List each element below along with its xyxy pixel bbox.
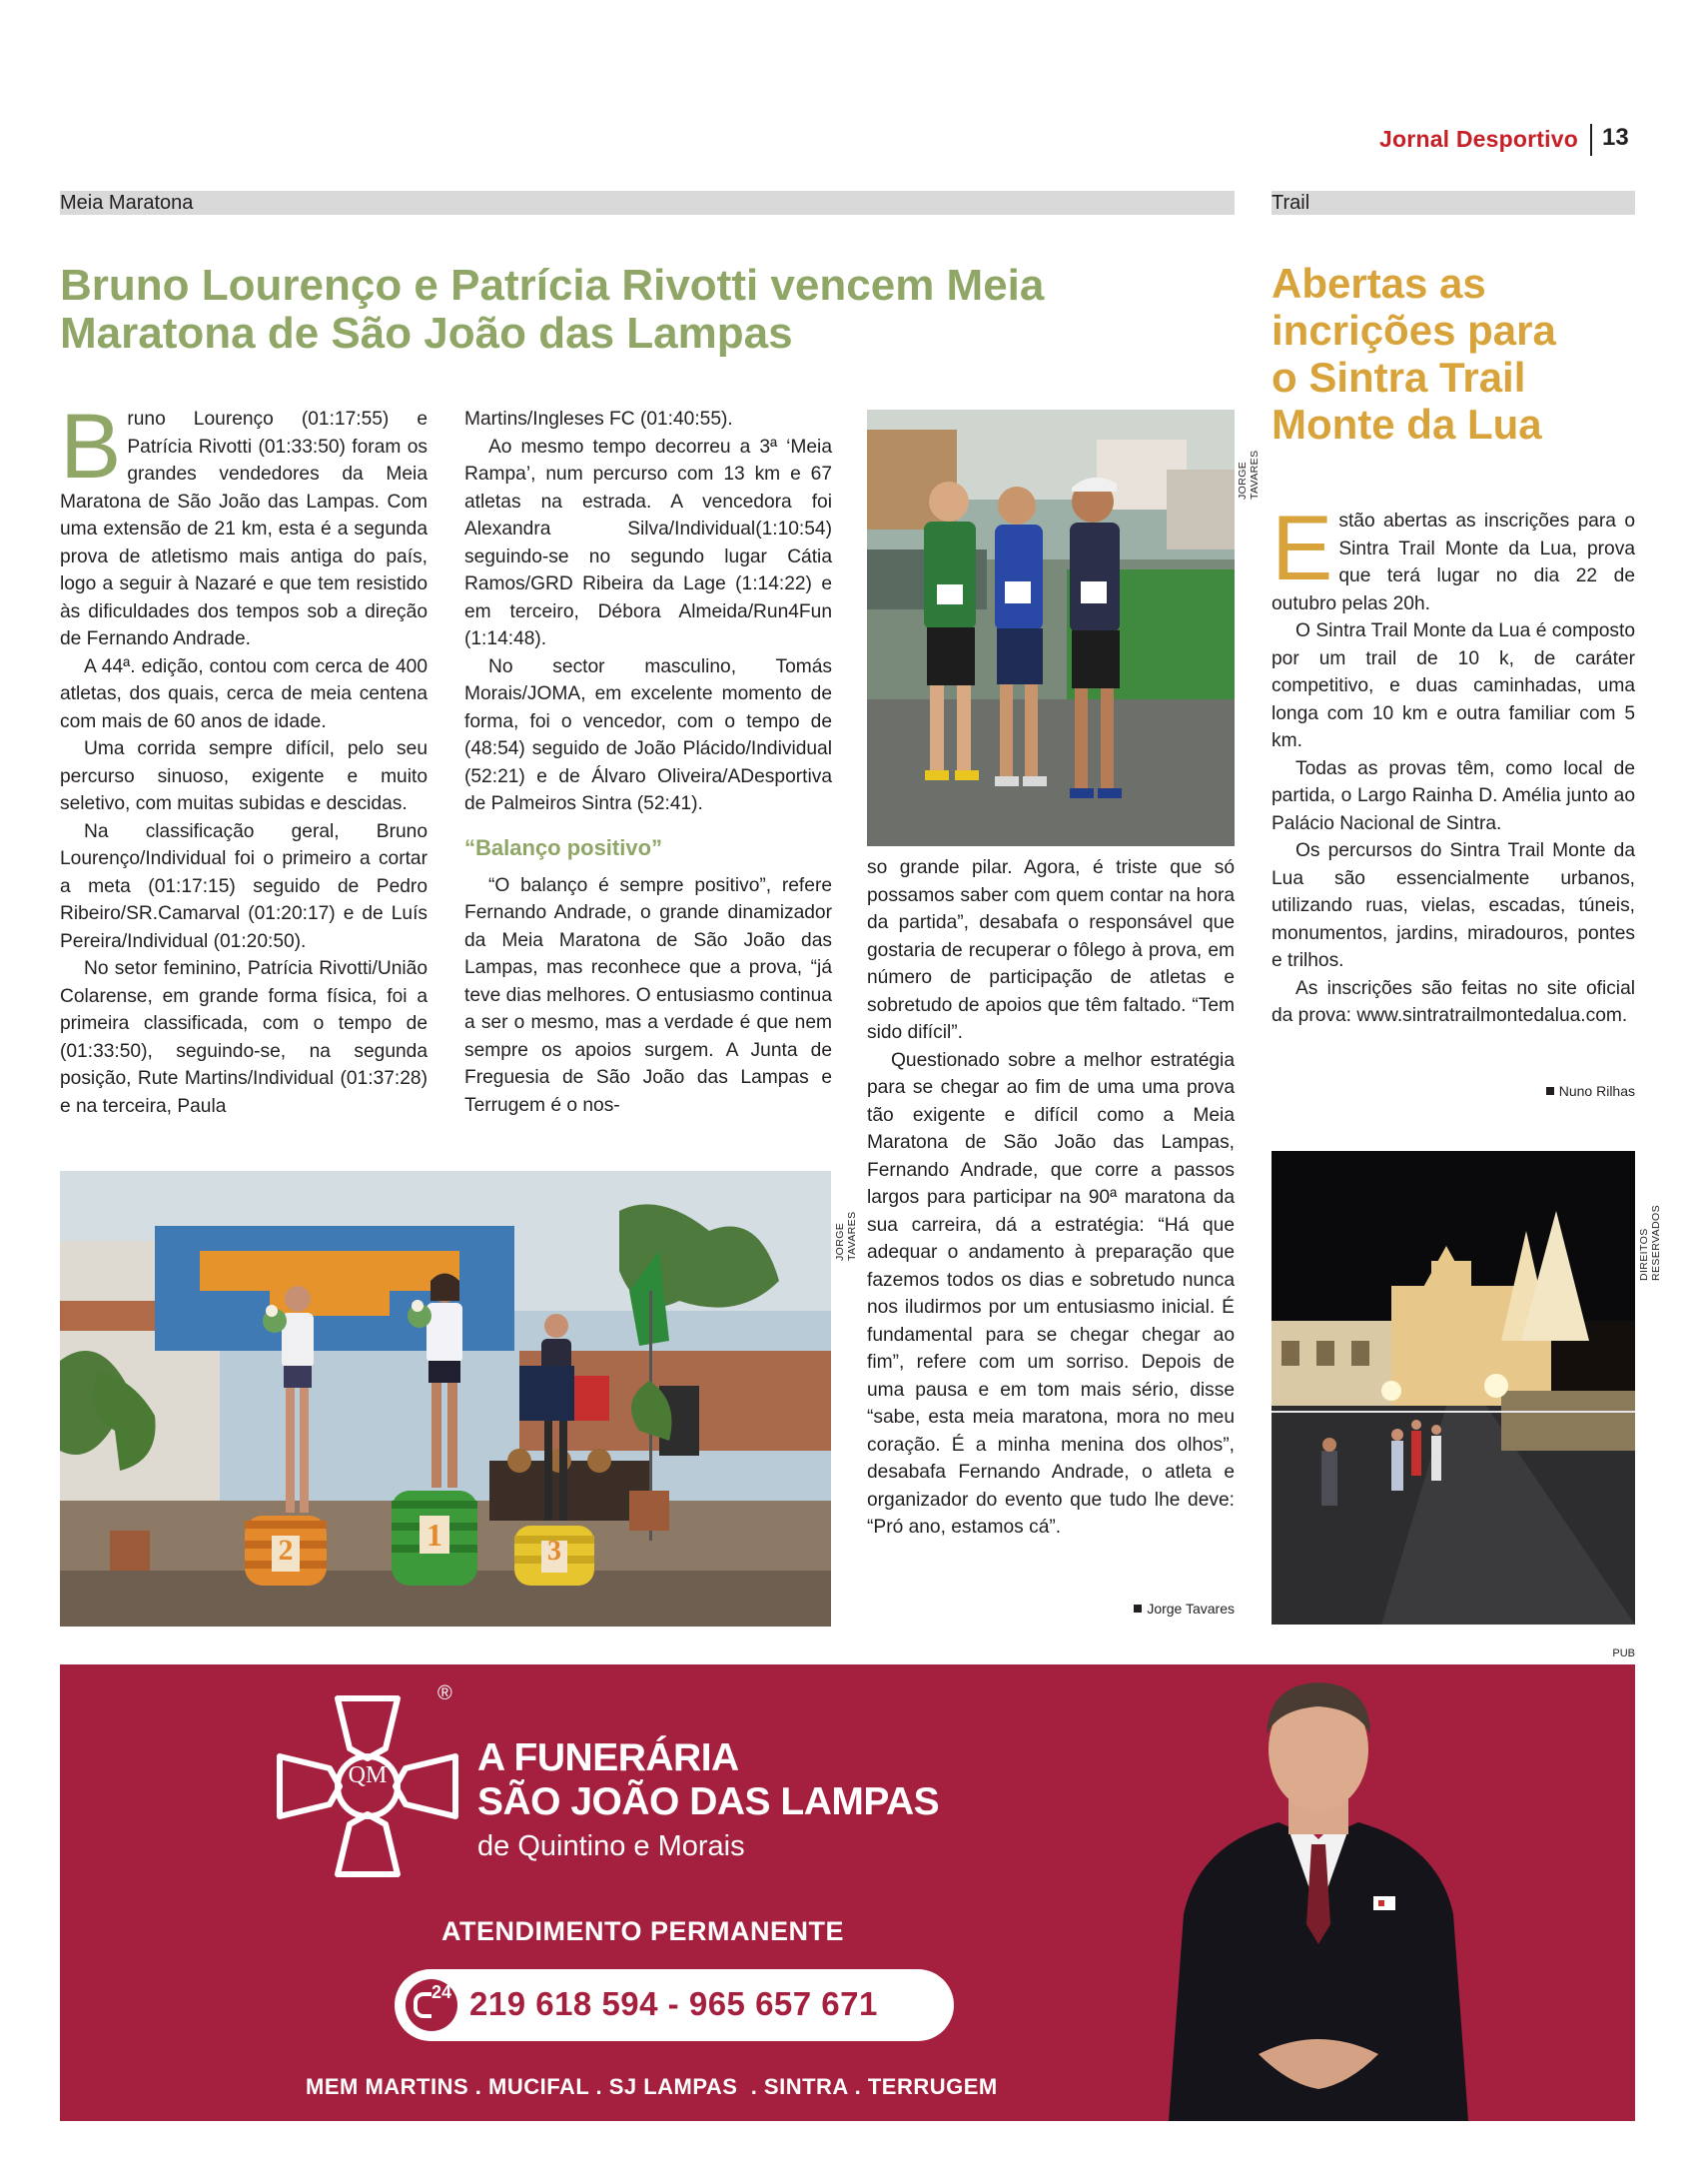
- funeral-home-advertisement: [60, 1664, 1635, 2121]
- ad-company-name: A FUNERÁRIA: [477, 1736, 739, 1779]
- phone-handset-icon: [414, 1992, 431, 2018]
- paragraph: Bruno Lourenço (01:17:55) e Patrícia Rivotti (01:33:50) foram os grandes vendedores da Meia Maratona de São João das Lampas. Com uma extensão de 21 km, esta é a segunda prova de atletismo mais antiga do país, logo a seguir à Nazaré e que tem resistido às dificuldades dos tempos sob a direção de Fernando Andrade.: [60, 396, 427, 649]
- paragraph: so grande pilar. Agora, é triste que só possamos saber com quem contar na hora da partida”, desabafa o responsável que gostaria de recuperar o fôlego à prova, em número de participação de atletas e sobretudo de apoios que têm faltado. “Tem sido difícil”.: [867, 857, 1235, 1043]
- paragraph: “O balanço é sempre positivo”, refere Fernando Andrade, o grande dinamizador da Meia Maratona de São João das Lampas, mas reconhece que a prova, “já teve dias melhores. O entusiasmo continua a ser o mesmo, mas a verdade é que nem sempre os apoios surgem. A Junta de Freguesia de São João das Lampas e Terrugem é o nos-: [464, 874, 832, 1116]
- drop-cap: E: [1272, 498, 1333, 599]
- photo-credit: JORGE TAVARES: [1237, 450, 1261, 500]
- section-bar-trail: [1272, 191, 1635, 215]
- section-label: Meia Maratona: [60, 192, 194, 214]
- ad-phone-numbers: 219 618 594 - 965 657 671: [469, 1985, 878, 2022]
- podium-number: 1: [426, 1517, 442, 1553]
- paragraph: Ao mesmo tempo decorreu a 3ª ‘Meia Rampa’, num percurso com 13 km e 67 atletas na estrada. A vencedora foi Alexandra Silva/Individual(1:10:54) seguindo-se no segundo lugar Cátia Ramos/GRD Ribeira da Lage (1:14:22) e em terceiro, Débora Almeida/Run4Fun (1:14:48).: [464, 436, 832, 649]
- paragraph: Uma corrida sempre difícil, pelo seu percurso sinuoso, exigente e muito seletivo, com muitas subidas e descidas.: [60, 738, 427, 814]
- paragraph: As inscrições são feitas no site oficial da prova: www.sintratrailmontedalua.com.: [1272, 977, 1635, 1026]
- podium-number: 3: [547, 1536, 561, 1567]
- photo-credit: DIREITOS RESERVADOS: [1638, 1205, 1662, 1281]
- paragraph: A 44ª. edição, contou com cerca de 400 atletas, dos quais, cerca de meia centena com mais de 60 anos de idade.: [60, 655, 427, 732]
- funeral-director-portrait: [1149, 1664, 1488, 2121]
- podium-number: 2: [278, 1534, 294, 1567]
- paragraph: No setor feminino, Patrícia Rivotti/União Colarense, em grande forma física, foi a primeira classificada, com o tempo de (01:33:50), seguindo-se, na segunda posição, Rute Martins/Individual (01:37:28) e na terceira, Paula: [60, 958, 427, 1117]
- author-credit: Jorge Tavares: [999, 1601, 1235, 1617]
- registered-mark: ®: [437, 1682, 452, 1704]
- trail-headline: [1272, 260, 1651, 448]
- paragraph: Estão abertas as inscrições para o Sintra Trail Monte da Lua, prova que terá lugar no dia 22 de outubro pelas 20h.: [1272, 498, 1635, 614]
- advertisement-label: PUB: [1612, 1647, 1635, 1659]
- headline-line: Abertas as: [1272, 260, 1486, 307]
- trail-article-body: [1272, 498, 1635, 1030]
- paragraph: Martins/Ingleses FC (01:40:55).: [464, 409, 733, 430]
- section-label: Trail: [1272, 192, 1310, 214]
- paragraph: No sector masculino, Tomás Morais/JOMA, em excelente momento de forma, foi o vencedor, com o tempo de (48:54) seguido de João Plácido/Individual (52:21) e de Álvaro Oliveira/ADesportiva de Palmeiros Sintra (52:41).: [464, 655, 832, 814]
- ad-attendance: ATENDIMENTO PERMANENTE: [441, 1916, 845, 1946]
- paragraph: Todas as provas têm, como local de partida, o Largo Rainha D. Amélia junto ao Palácio Nacional de Sintra.: [1272, 757, 1635, 834]
- paragraph: O Sintra Trail Monte da Lua é composto por um trail de 10 k, de caráter competitivo, e duas caminhadas, uma longa com 10 km e outra familiar com 5 km.: [1272, 620, 1635, 751]
- phone-24h-label: 24: [431, 1982, 452, 2002]
- header-divider: [1590, 124, 1592, 156]
- headline-line: Maratona de São João das Lampas: [60, 309, 793, 358]
- ad-company-name: SÃO JOÃO DAS LAMPAS: [477, 1780, 940, 1823]
- runners-photo: [867, 410, 1235, 846]
- podium-photo: [60, 1171, 831, 1627]
- article-column-1: [60, 396, 427, 1120]
- paragraph: Questionado sobre a melhor estratégia para se chegar ao fim de uma uma prova tão exigente e difícil como a Meia Maratona de São João das Lampas, Fernando Andrade, que corre a passos largos para participar na 90ª maratona da sua carreira, dá a estratégia: “Há que adequar o andamento à preparação que fazemos todos os dias e sobretudo nunca nos iludirmos por um entusiasmo inicial. É fundamental para se chegar chegar ao fim”, refere com um sorriso. Depois de uma pausa e em tom mais sério, disse “sabe, esta meia maratona, mora no meu coração. É a minha menina dos olhos”, desabafa Fernando Andrade, o atleta e organizador do evento que tudo lhe deve: “Pró ano, estamos cá”.: [867, 1049, 1235, 1538]
- paragraph: Na classificação geral, Bruno Lourenço/Individual foi o primeiro a cortar a meta (01:17:15) seguido de Pedro Ribeiro/SR.Camarval (01:20:17) e de Luís Pereira/Individual (01:20:50).: [60, 820, 427, 952]
- ad-subtitle: de Quintino e Morais: [477, 1830, 745, 1862]
- article-column-2: [464, 406, 832, 1119]
- article-column-3: [867, 854, 1235, 1542]
- main-headline: [60, 262, 1209, 358]
- photo-credit: JORGE TAVARES: [834, 1211, 858, 1261]
- headline-line: incrições para: [1272, 307, 1556, 354]
- page-number: 13: [1602, 124, 1629, 151]
- headline-line: o Sintra Trail: [1272, 354, 1526, 401]
- trail-night-photo: [1272, 1151, 1635, 1625]
- author-credit: Nuno Rilhas: [1398, 1083, 1635, 1099]
- subheading: “Balanço positivo”: [464, 834, 663, 860]
- headline-line: Monte da Lua: [1272, 401, 1542, 448]
- headline-line: Bruno Lourenço e Patrícia Rivotti vencem Meia: [60, 261, 1045, 310]
- logo-monogram: QM: [348, 1762, 388, 1788]
- paragraph: Os percursos do Sintra Trail Monte da Lua são essencialmente urbanos, utilizando ruas, vielas, escadas, túneis, monumentos, jardins, miradouros, pontes e trilhos.: [1272, 840, 1635, 971]
- publication-name: Jornal Desportivo: [1379, 126, 1578, 152]
- section-bar-meia-maratona: [60, 191, 1235, 215]
- ad-locations: MEM MARTINS . MUCIFAL . SJ LAMPAS . SINTRA . TERRUGEM: [306, 2074, 998, 2099]
- drop-cap: B: [60, 396, 122, 498]
